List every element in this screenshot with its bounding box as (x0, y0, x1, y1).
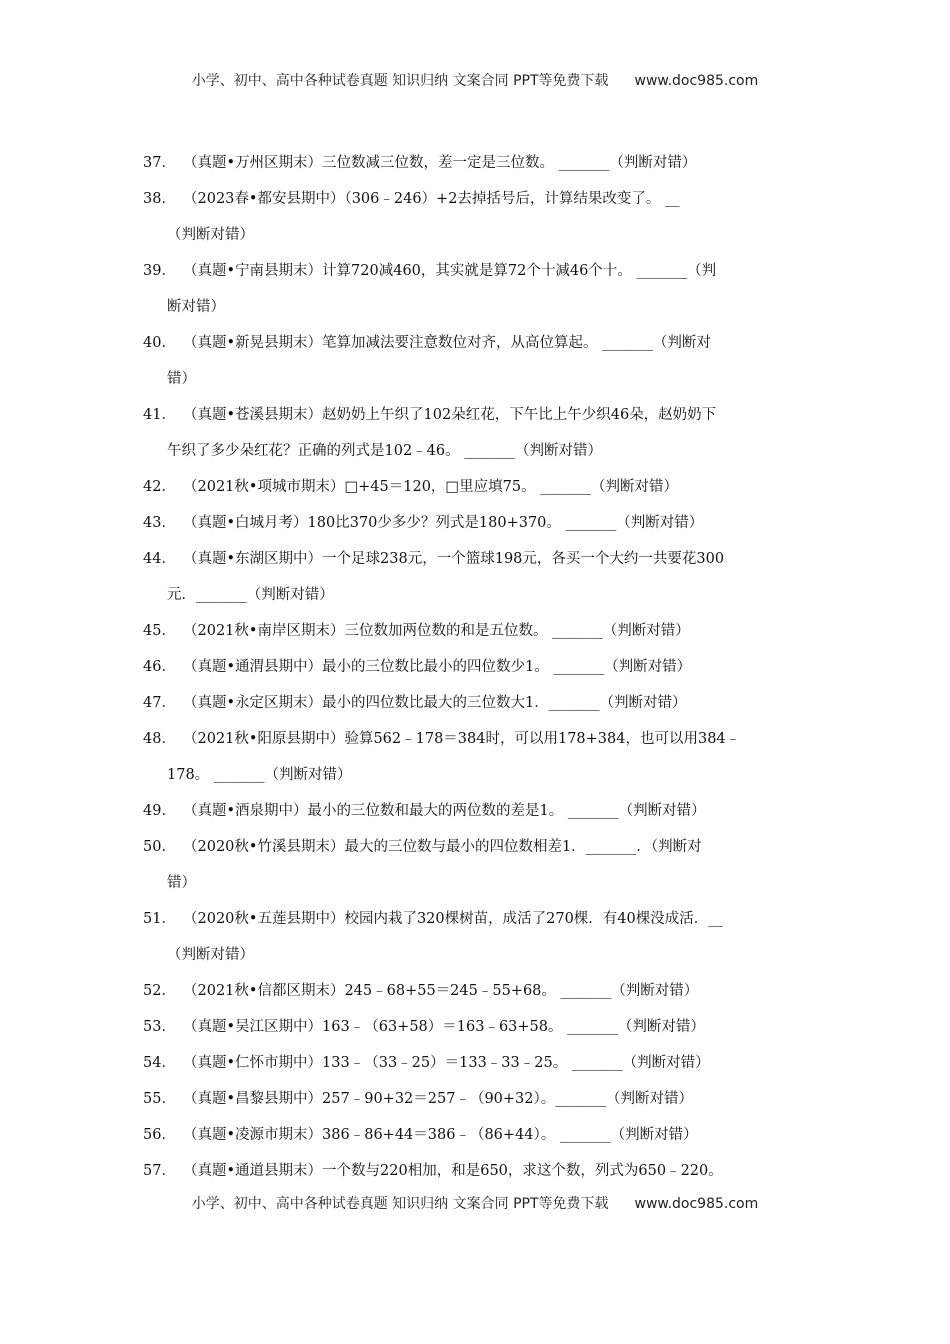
question-number: 46． (143, 659, 176, 675)
question-number: 53． (143, 1019, 176, 1035)
question-line (143, 685, 808, 721)
question-text: （判断对错） (167, 227, 254, 243)
question-continuation (143, 217, 808, 253)
question-item (143, 1009, 808, 1045)
question-line (143, 1045, 808, 1081)
question-line (143, 721, 808, 757)
question-text: （真题•苍溪县期末）赵奶奶上午织了102朵红花，下午比上午少织46朵，赵奶奶下 (183, 407, 717, 423)
question-line (143, 613, 808, 649)
question-line (143, 181, 808, 217)
question-line (143, 253, 808, 289)
question-text: （真题•通道县期末）一个数与220相加，和是650，求这个数，列式为650﹣220。 (183, 1163, 723, 1179)
question-text: （真题•昌黎县期中）257﹣90+32＝257﹣（90+32）。_______（判断对错） (183, 1091, 694, 1107)
question-line (143, 829, 808, 865)
question-line (143, 145, 808, 181)
question-continuation (143, 757, 808, 793)
question-item (143, 901, 808, 973)
question-continuation (143, 289, 808, 325)
question-number: 50． (143, 839, 176, 855)
question-text: （判断对错） (167, 947, 254, 963)
question-text: （真题•凌源市期末）386﹣86+44＝386﹣（86+44）。 _______（判断对错） (183, 1127, 698, 1143)
question-number: 38． (143, 191, 176, 207)
question-text: （真题•东湖区期中）一个足球238元，一个篮球198元，各买一个大约一共要花300 (183, 551, 725, 567)
question-text: （2021秋•阳原县期中）验算562﹣178＝384时，可以用178+384，也可以用384﹣ (183, 731, 741, 747)
question-item (143, 721, 808, 793)
question-item (143, 973, 808, 1009)
question-number: 40． (143, 335, 176, 351)
question-item (143, 1117, 808, 1153)
question-line (143, 1117, 808, 1153)
question-text: （真题•白城月考）180比370少多少？列式是180+370。 _______（判断对错） (183, 515, 704, 531)
question-number: 47． (143, 695, 176, 711)
question-item (143, 325, 808, 397)
question-item (143, 145, 808, 181)
question-item (143, 613, 808, 649)
question-line (143, 397, 808, 433)
question-continuation (143, 865, 808, 901)
question-number: 57． (143, 1163, 176, 1179)
question-text: （真题•万州区期末）三位数减三位数，差一定是三位数。 _______（判断对错） (183, 155, 697, 171)
question-text: （2020秋•五莲县期中）校园内栽了320棵树苗，成活了270棵．有40棵没成活．__ (183, 911, 723, 927)
question-item (143, 793, 808, 829)
question-item (143, 505, 808, 541)
question-text: 178。 _______（判断对错） (167, 767, 352, 783)
question-number: 37． (143, 155, 176, 171)
question-text: （2023春•都安县期中）（306﹣246）+2去掉括号后，计算结果改变了。 __ (183, 191, 680, 207)
question-line (143, 469, 808, 505)
question-text: 错） (167, 875, 196, 891)
question-number: 56． (143, 1127, 176, 1143)
question-line (143, 1153, 808, 1189)
header-site: www.doc985.com (634, 73, 759, 89)
question-line (143, 1081, 808, 1117)
footer-site: www.doc985.com (634, 1196, 759, 1212)
question-number: 41． (143, 407, 176, 423)
question-text: （2021秋•南岸区期末）三位数加两位数的和是五位数。 _______（判断对错） (183, 623, 690, 639)
question-item (143, 829, 808, 901)
question-text: （2021秋•信都区期末）245﹣68+55＝245﹣55+68。 _______（判断对错） (183, 983, 699, 999)
question-text: 错） (167, 371, 196, 387)
question-text: （真题•吴江区期中）163﹣（63+58）＝163﹣63+58。 _______（判断对错） (183, 1019, 705, 1035)
question-text: （真题•仁怀市期中）133﹣（33﹣25）＝133﹣33﹣25。 _______（判断对错） (183, 1055, 710, 1071)
question-line (143, 541, 808, 577)
question-text: （2020秋•竹溪县期末）最大的三位数与最小的四位数相差1．_______．（判断对 (183, 839, 702, 855)
question-line (143, 1009, 808, 1045)
question-number: 54． (143, 1055, 176, 1071)
question-text: 元．_______（判断对错） (167, 587, 334, 603)
question-item (143, 1153, 808, 1189)
question-number: 55． (143, 1091, 176, 1107)
question-line (143, 973, 808, 1009)
question-item (143, 253, 808, 325)
question-number: 49． (143, 803, 176, 819)
question-number: 44． (143, 551, 176, 567)
question-text: 断对错） (167, 299, 225, 315)
question-item (143, 397, 808, 469)
question-number: 48． (143, 731, 176, 747)
question-line (143, 325, 808, 361)
question-text: （真题•永定区期末）最小的四位数比最大的三位数大1．_______（判断对错） (183, 695, 687, 711)
question-number: 43． (143, 515, 176, 531)
question-number: 39． (143, 263, 176, 279)
question-text: （真题•通渭县期中）最小的三位数比最小的四位数少1。 _______（判断对错） (183, 659, 692, 675)
footer-text: 小学、初中、高中各种试卷真题 知识归纳 文案合同 PPT等免费下载 (191, 1196, 609, 1212)
question-line (143, 505, 808, 541)
question-text: （真题•酒泉期中）最小的三位数和最大的两位数的差是1。 _______（判断对错） (183, 803, 706, 819)
question-item (143, 1045, 808, 1081)
question-number: 42． (143, 479, 176, 495)
question-item (143, 469, 808, 505)
question-item (143, 181, 808, 253)
question-number: 51． (143, 911, 176, 927)
question-continuation (143, 361, 808, 397)
header-text: 小学、初中、高中各种试卷真题 知识归纳 文案合同 PPT等免费下载 (191, 73, 609, 89)
question-continuation (143, 433, 808, 469)
question-line (143, 901, 808, 937)
question-item (143, 1081, 808, 1117)
question-item (143, 649, 808, 685)
page-footer (0, 1193, 950, 1213)
page-header (0, 70, 950, 90)
question-item (143, 541, 808, 613)
question-continuation (143, 937, 808, 973)
question-text: （2021秋•项城市期末）□+45＝120，□里应填75。 _______（判断对错） (183, 479, 678, 495)
question-text: （真题•宁南县期末）计算720减460，其实就是算72个十减46个十。 _______（判 (183, 263, 717, 279)
question-line (143, 649, 808, 685)
question-number: 45． (143, 623, 176, 639)
question-item (143, 685, 808, 721)
question-text: 午织了多少朵红花？正确的列式是102﹣46。 _______（判断对错） (167, 443, 602, 459)
question-text: （真题•新晃县期末）笔算加减法要注意数位对齐，从高位算起。 _______（判断对 (183, 335, 711, 351)
question-continuation (143, 577, 808, 613)
question-line (143, 793, 808, 829)
question-list (143, 145, 808, 1189)
question-number: 52． (143, 983, 176, 999)
